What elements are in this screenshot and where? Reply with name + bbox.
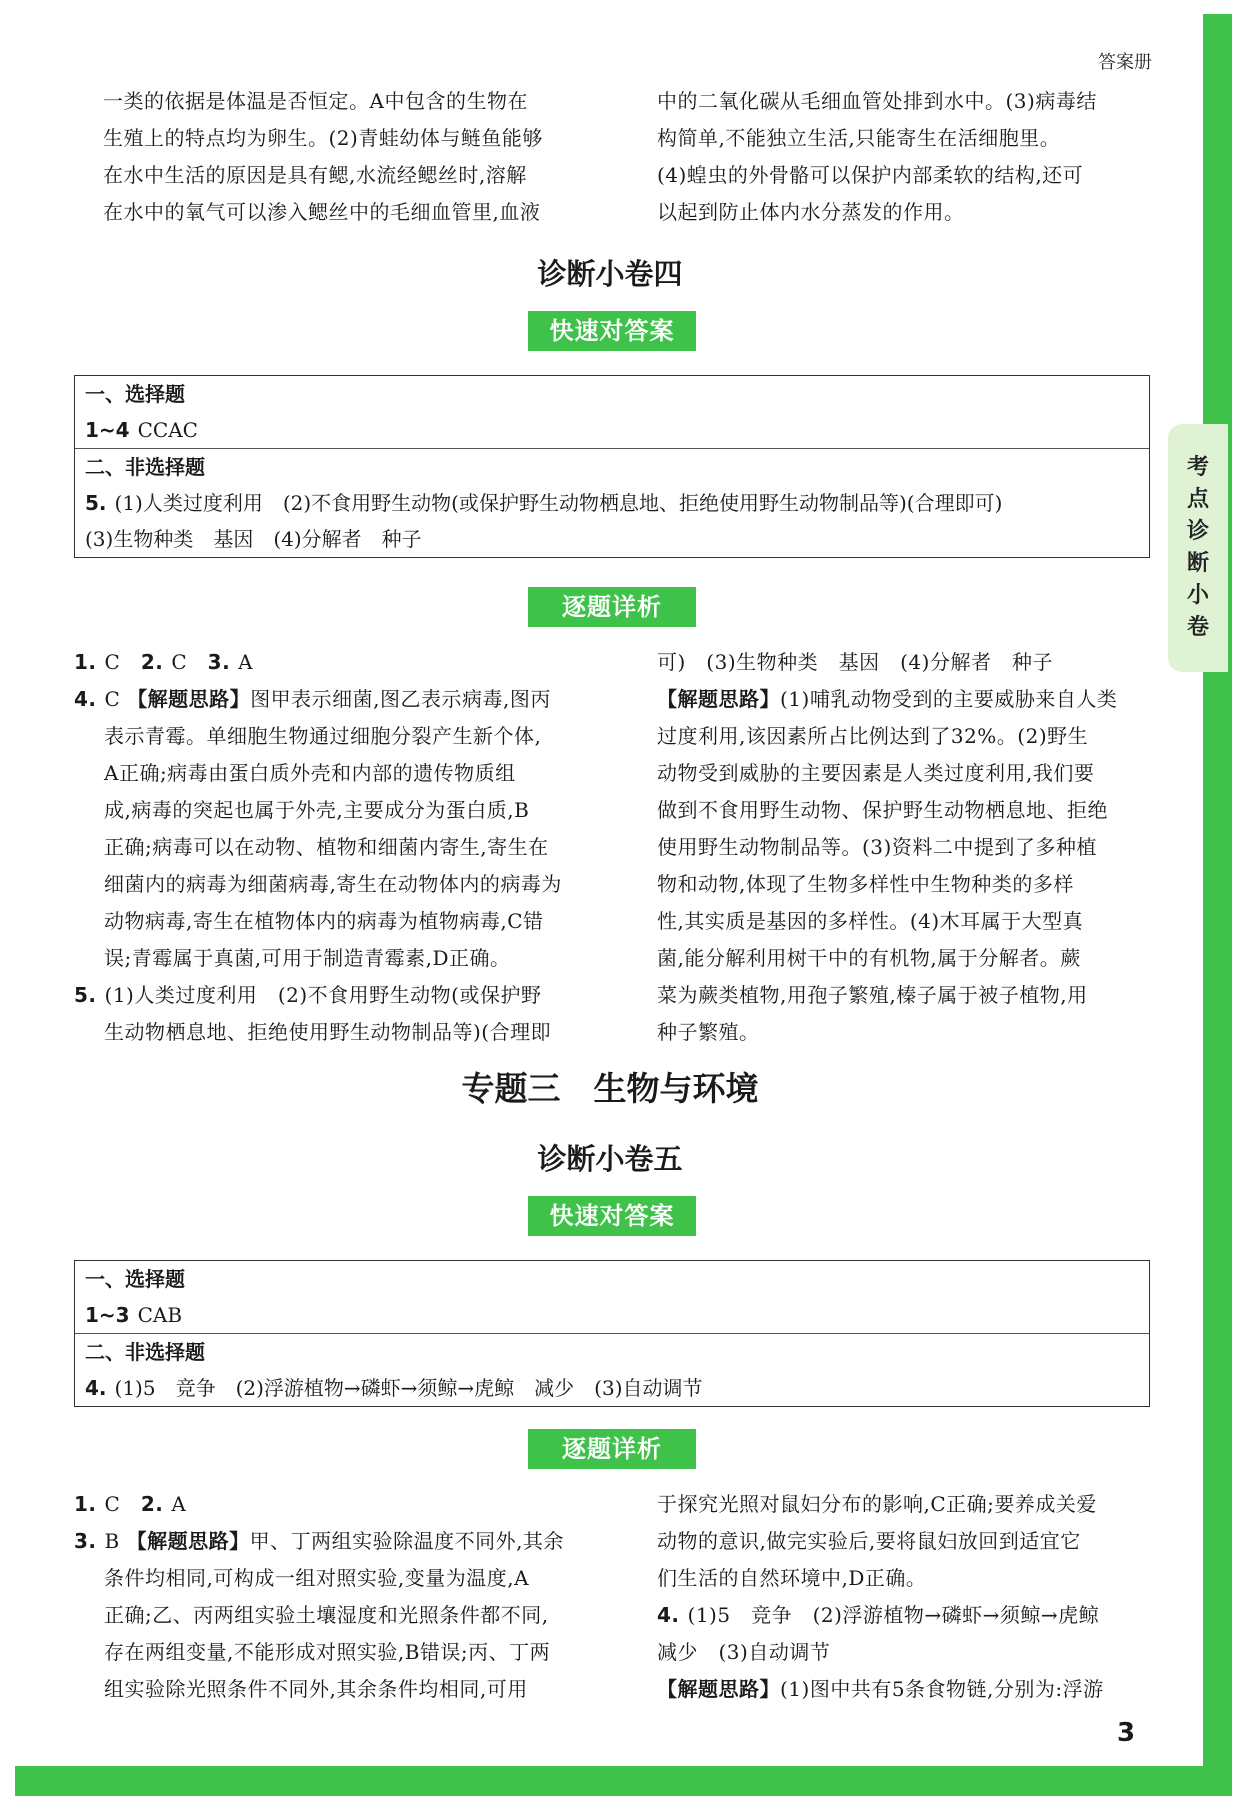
section5-left-column: 1. C 2. A 3. B 【解题思路】甲、丁两组实验除温度不同外,其余 条件均相同,可构成一组对照实验,变量为温度,A 正确;乙、丙两组实验土壤湿度和光照条件都不同, 存在两组变量,不能形成对照实验,B错误;丙、丁两 组实验除光照条件不同外,其余条件均相同,可用 — [74, 1492, 564, 1701]
section5-title: 诊断小卷五 — [537, 1142, 683, 1176]
section4-title: 诊断小卷四 — [537, 257, 683, 291]
section4-answer-box — [74, 375, 1150, 558]
nmc-q5: 5. (1)人类过度利用 (2)不食用野生动物(或保护野生动物栖息地、拒绝使用野生动物制品等)(合理即可) — [85, 491, 1003, 515]
nmc-heading: 二、非选择题 — [75, 1333, 1149, 1370]
mc-heading: 一、选择题 — [85, 1267, 185, 1291]
nmc-heading: 二、非选择题 — [75, 448, 1149, 485]
page-number: 3 — [1117, 1718, 1136, 1748]
section4-left-column: 1. C 2. C 3. A 4. C 【解题思路】图甲表示细菌,图乙表示病毒,图丙 表示青霉。单细胞生物通过细胞分裂产生新个体, A正确;病毒由蛋白质外壳和内部的遗传物质组 成,病毒的突起也属于外壳,主要成分为蛋白质,B 正确;病毒可以在动物、植物和细菌内寄生,寄生在 细菌内的病毒为细菌病毒,寄生在动物体内的病毒为 动物病毒,寄生在植物体内的病毒为植物病毒,C错 误;青霉属于真菌,可用于制造青霉素,D正确。 5. (1)人类过度利用 (2)不食用野生动物(或保护野 生动物栖息地、拒绝使用野生动物制品等)(合理即 — [74, 650, 562, 1044]
nmc-q5-cont: (3)生物种类 基因 (4)分解者 种子 — [85, 527, 422, 551]
top-left-column: 一类的依据是体温是否恒定。A中包含的生物在 生殖上的特点均为卵生。(2)青蛙幼体与鲢鱼能够 在水中生活的原因是具有鳃,水流经鳃丝时,溶解 在水中的氧气可以渗入鳃丝中的毛细血管里,血液 — [103, 89, 543, 224]
bottom-border — [15, 1766, 1232, 1796]
top-right-column: 中的二氧化碳从毛细血管处排到水中。(3)病毒结 构简单,不能独立生活,只能寄生在活细胞里。 (4)蝗虫的外骨骼可以保护内部柔软的结构,还可 以起到防止体内水分蒸发的作用。 — [657, 89, 1097, 224]
side-tab-label: 考 点 诊 断 小 卷 — [1186, 455, 1209, 640]
mc-answers: 1~3 CAB — [85, 1303, 183, 1327]
section5-detail-badge: 逐题详析 — [528, 1429, 696, 1469]
section5-right-column: 于探究光照对鼠妇分布的影响,C正确;要养成关爱 动物的意识,做完实验后,要将鼠妇放回到适宜它 们生活的自然环境中,D正确。 4. (1)5 竞争 (2)浮游植物→磷虾→须鲸→虎鲸 减少 (3)自动调节 【解题思路】(1)图中共有5条食物链,分别为:浮游 — [657, 1492, 1104, 1701]
mc-answers: 1~4 CCAC — [85, 418, 198, 442]
section4-quick-badge: 快速对答案 — [528, 311, 696, 351]
section5-answer-box — [74, 1260, 1150, 1407]
nmc-q4: 4. (1)5 竞争 (2)浮游植物→磷虾→须鲸→虎鲸 减少 (3)自动调节 — [85, 1376, 703, 1400]
section4-right-column: 可) (3)生物种类 基因 (4)分解者 种子 【解题思路】(1)哺乳动物受到的主要威胁来自人类 过度利用,该因素所占比例达到了32%。(2)野生 动物受到威胁的主要因素是人类过度利用,我们要 做到不食用野生动物、保护野生动物栖息地、拒绝 使用野生动物制品等。(3)资料二中提到了多种植 物和动物,体现了生物多样性中生物种类的多样 性,其实质是基因的多样性。(4)木耳属于大型真 菌,能分解利用树干中的有机物,属于分解者。蕨 菜为蕨类植物,用孢子繁殖,榛子属于被子植物,用 种子繁殖。 — [657, 650, 1118, 1044]
section5-quick-badge: 快速对答案 — [528, 1196, 696, 1236]
header-label: 答案册 — [1098, 52, 1152, 73]
section4-detail-badge: 逐题详析 — [528, 587, 696, 627]
topic-title: 专题三 生物与环境 — [461, 1069, 759, 1108]
mc-heading: 一、选择题 — [85, 382, 185, 406]
